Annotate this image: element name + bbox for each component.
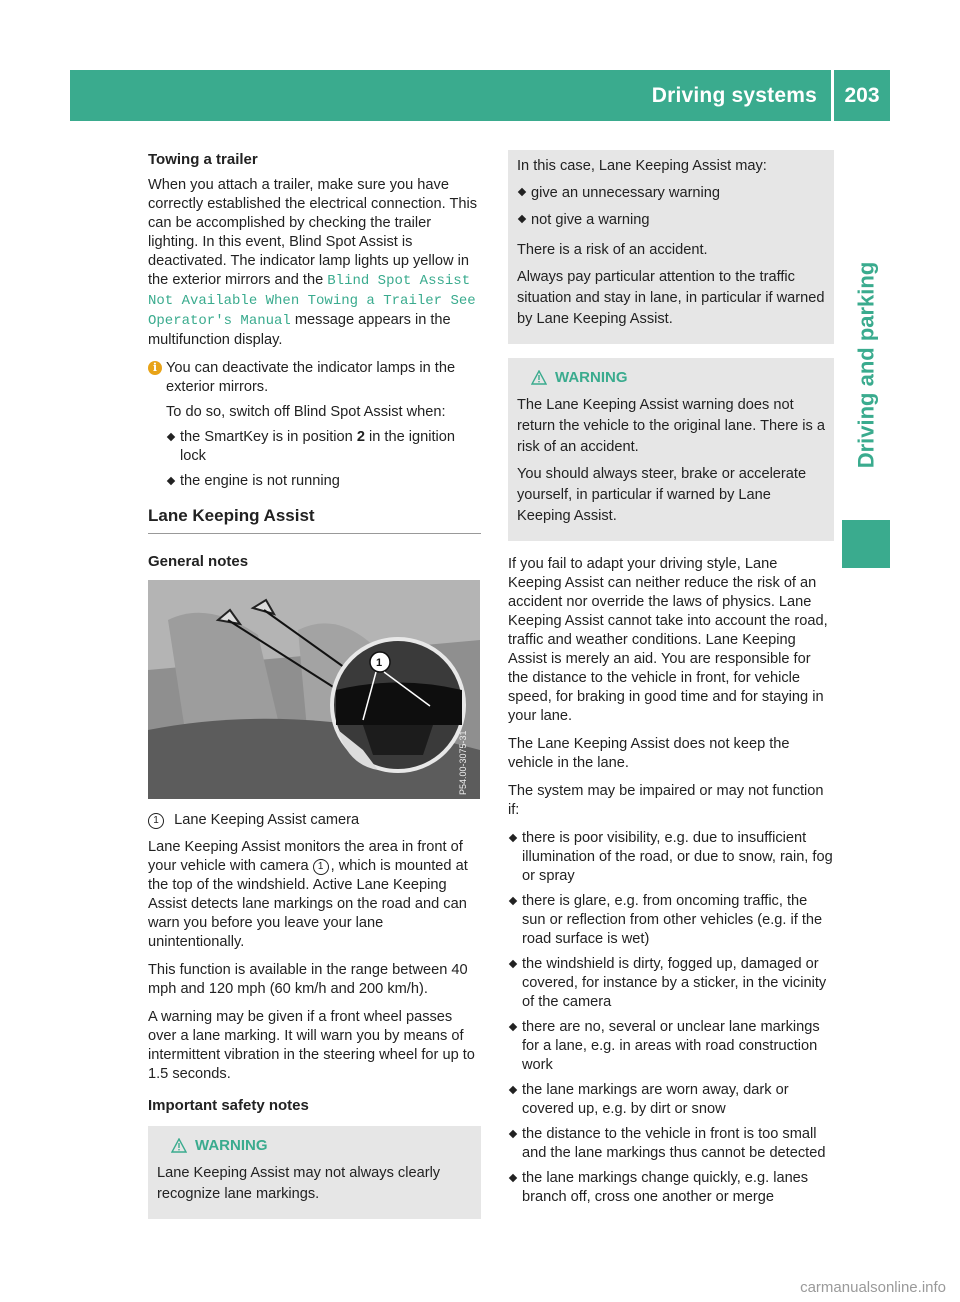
box-intro: In this case, Lane Keeping Assist may: [517, 158, 767, 174]
box-risk: There is a risk of an accident. [517, 242, 708, 258]
warning-text: Lane Keeping Assist may not always clearly recognize lane markings. [157, 1165, 441, 1202]
info-bullet-list [166, 428, 481, 491]
towing-paragraph: When you attach a trailer, make sure you have correctly established the electrical connection. This can be accomplished by checking the trailer lighting. In this event, Blind Spot Assist is deactivated. The indicator lamp lights up yellow in the exterior mirrors and the Blind Spot Assist Not Available When Towing a Trailer See Operator's Manual message appears in the multifunction display. [148, 177, 478, 348]
list-item: not give a warning [517, 210, 825, 231]
section-side-tab [842, 220, 890, 510]
box-bullet-list [517, 183, 825, 231]
notkeep-paragraph: The Lane Keeping Assist does not keep the vehicle in the lane. [508, 736, 790, 771]
list-item: the windshield is dirty, fogged up, damaged or covered, for instance by a sticker, in the vicinity of the camera [508, 955, 834, 1012]
list-item: the lane markings change quickly, e.g. lanes branch off, cross one another or merge [508, 1169, 834, 1207]
subsection-heading: Important safety notes [148, 1097, 309, 1114]
list-item: the lane markings are worn away, dark or covered up, e.g. by dirt or snow [508, 1081, 834, 1119]
section-side-label: Driving and parking [853, 261, 878, 469]
warning-triangle-icon [171, 1138, 187, 1153]
warning-triangle-icon [531, 370, 547, 385]
section-marker [842, 520, 890, 568]
box-attention: Always pay particular attention to the traffic situation and stay in lane, in particular if warned by Lane Keeping Assist. [517, 269, 825, 327]
photo-caption: 1 Lane Keeping Assist camera [148, 811, 481, 830]
range-paragraph: This function is available in the range between 40 mph and 120 mph (60 km/h and 200 km/h). [148, 962, 468, 997]
info-note [148, 359, 481, 491]
warning-continued-box [508, 150, 834, 344]
photo-callout-number: 1 [376, 657, 383, 669]
photo-code: P54.00-3075-31 [458, 730, 468, 795]
subsection-heading: General notes [148, 553, 249, 570]
page-header [70, 70, 890, 121]
info-line-2: To do so, switch off Blind Spot Assist when: [166, 404, 446, 420]
list-item: the engine is not running [166, 472, 481, 491]
page-number: 203 [844, 83, 880, 107]
impaired-paragraph: The system may be impaired or may not function if: [508, 783, 824, 818]
car-interior-illustration [148, 580, 480, 799]
towing-heading: Towing a trailer [148, 151, 258, 168]
impaired-bullet-list [508, 829, 834, 1207]
list-item: the distance to the vehicle in front is too small and the lane markings thus cannot be detected [508, 1125, 834, 1163]
warning-box [508, 358, 834, 541]
display-message: Blind Spot Assist Not Available When Towing a Trailer See Operator's Manual [148, 273, 476, 329]
list-item: the SmartKey is in position 2 in the ignition lock [166, 428, 481, 466]
footer-watermark: carmanualsonline.info [800, 1279, 946, 1296]
left-column [148, 150, 481, 1233]
camera-photo [148, 580, 480, 799]
chapter-title: Driving systems [651, 83, 817, 107]
section-heading: Lane Keeping Assist [148, 505, 481, 534]
warning-box [148, 1126, 481, 1219]
list-item: there are no, several or unclear lane markings for a lane, e.g. in areas with road construction work [508, 1018, 834, 1075]
callout-marker: 1 [148, 813, 164, 829]
list-item: there is poor visibility, e.g. due to insufficient illumination of the road, or due to snow, rain, fog or spray [508, 829, 834, 886]
warning-text: The Lane Keeping Assist warning does not return the vehicle to the original lane. There is a risk of an accident. [517, 397, 826, 455]
list-item: there is glare, e.g. from oncoming traffic, the sun or reflection from other vehicles (e.g. if the road surface is wet) [508, 892, 834, 949]
info-line-1: You can deactivate the indicator lamps in the exterior mirrors. [166, 360, 456, 395]
adapt-paragraph: If you fail to adapt your driving style, Lane Keeping Assist can neither reduce the risk of an accident nor override the laws of physics. Lane Keeping Assist cannot take into account the road, traffic and weather conditions. Lane Keeping Assist is merely an aid. You are responsible for the distance to the vehicle in front, for vehicle speed, for braking in good time and for staying in your lane. [508, 556, 828, 724]
callout-marker: 1 [313, 859, 329, 875]
warning-title: WARNING [157, 1136, 472, 1155]
warning-text: You should always steer, brake or accelerate yourself, in particular if warned by Lane Keeping Assist. [517, 466, 807, 524]
warning-paragraph: A warning may be given if a front wheel passes over a lane marking. It will warn you by means of intermittent vibration in the steering wheel for up to 1.5 seconds. [148, 1009, 475, 1082]
right-column [508, 150, 834, 1216]
warning-title: WARNING [517, 368, 825, 387]
monitor-paragraph: Lane Keeping Assist monitors the area in front of your vehicle with camera 1 , which is mounted at the top of the windshield. Active Lane Keeping Assist detects lane markings on the road and can warn you before you leave your lane unintentionally. [148, 839, 468, 950]
info-icon: i [148, 361, 162, 375]
list-item: give an unnecessary warning [517, 183, 825, 204]
